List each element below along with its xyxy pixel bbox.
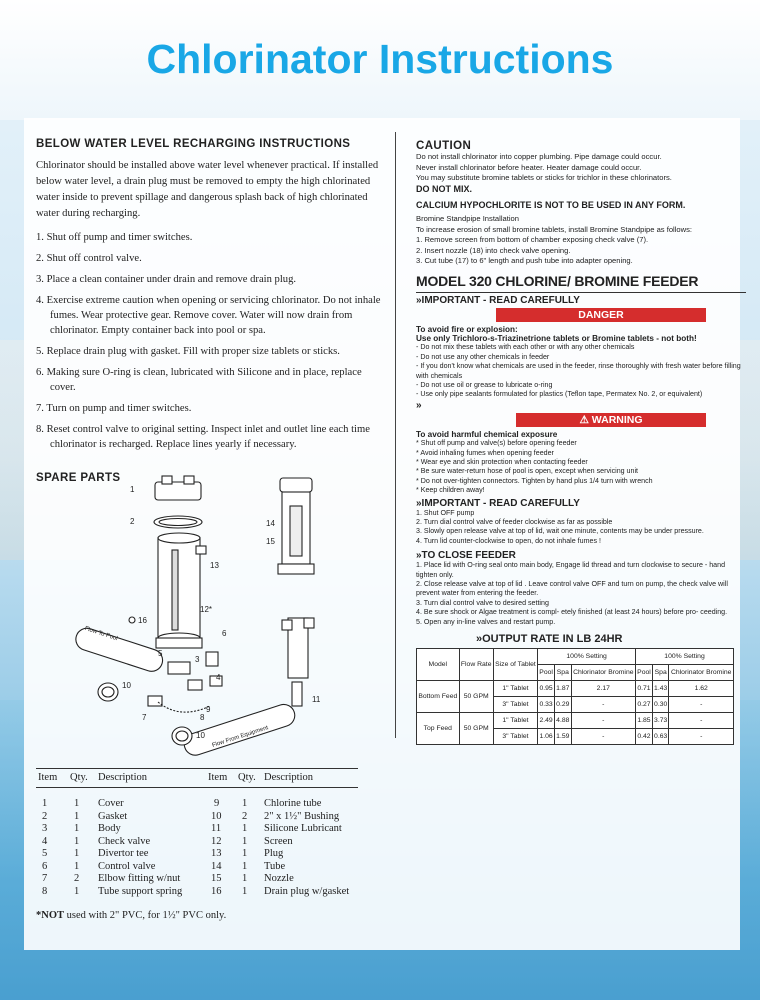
close-feeder-heading: »TO CLOSE FEEDER (416, 550, 516, 562)
no-mix-warning: DO NOT MIX. (416, 183, 472, 194)
table-row: 7 2 Elbow fitting w/nut 15 1 Nozzle (42, 873, 294, 884)
label-5: 5 (158, 649, 163, 658)
fire-heading: To avoid fire or explosion: (416, 324, 518, 334)
exploded-parts-diagram (60, 470, 390, 770)
standpipe-intro: To increase erosion of small bromine tablets, install Bromine Standpipe as follows: (416, 224, 693, 234)
harmful-heading: To avoid harmful chemical exposure (416, 429, 558, 439)
control-valve-part (206, 652, 218, 666)
body-top (158, 533, 200, 543)
label-15: 15 (266, 537, 275, 546)
harmful-line: * Do not over-tighten connectors. Tighten by hand plus 1/4 turn with wrench (416, 476, 653, 485)
col-description: Description (264, 772, 313, 783)
caution-line: Do not install chlorinator into copper plumbing. Pipe damage could occur. (416, 152, 662, 161)
danger-banner: DANGER (496, 308, 706, 322)
close-step: 5. Open any in-line valves and restart pump. (416, 617, 556, 626)
ot-header-pool: Pool (636, 665, 653, 681)
body-base (156, 638, 202, 648)
harmful-line: * Wear eye and skin protection when contacting feeder (416, 457, 588, 466)
caution-heading: CAUTION (416, 140, 472, 152)
label-10b: 10 (196, 731, 205, 740)
step-item: 8. Reset control valve to original setting. Inspect inlet and outlet line each time chlorinator is recharged. Replace lines yearly if necessary. (36, 424, 370, 450)
label-9: 9 (206, 705, 211, 714)
plug-part (196, 546, 206, 554)
warning-banner: ⚠ WARNING (516, 413, 706, 427)
label-4: 4 (216, 673, 221, 682)
label-3: 3 (195, 655, 200, 664)
step-item: 4. Exercise extreme caution when opening or servicing chlorinator. Do not inhale fumes. Wear protective gear. Remove cover. Water will now drain from chlorinator. Empty container back into pool or spa. (36, 295, 381, 336)
table-row: 3 1 Body 11 1 Silicone Lubricant (42, 823, 342, 834)
model-rule (416, 292, 746, 293)
ot-header-chlor: Chlorinator Bromine (571, 665, 636, 681)
ot-header-flow: Flow Rate (459, 649, 493, 681)
body-sight (172, 550, 178, 630)
col-description: Description (98, 772, 147, 783)
caution-line: You may substitute bromine tablets or sticks for trichlor in these chlorinators. (416, 173, 672, 182)
col-item: Item (38, 772, 58, 783)
silicone-lubricant-tube (292, 682, 302, 706)
cover-tab (162, 476, 172, 484)
calcium-warning: CALCIUM HYPOCHLORITE IS NOT TO BE USED IN ANY FORM. (416, 200, 686, 210)
table-row: 4 1 Check valve 12 1 Screen (42, 835, 293, 847)
table-row: 1 1 Cover 9 1 Chlorine tube (42, 798, 322, 809)
harmful-line: * Keep children away! (416, 486, 485, 495)
elbow-fitting-part (148, 696, 162, 706)
parts-table-header (36, 768, 358, 788)
col-qty: Qty. (70, 772, 88, 783)
pipe-label-pool: Flow To Pool (83, 625, 119, 643)
fire-line: - Do not use any other chemicals in feeder (416, 352, 550, 361)
tube-support-spring (158, 702, 210, 712)
parts-table (36, 768, 358, 898)
spare-parts-heading: SPARE PARTS (36, 472, 121, 484)
caution-line: Never install chlorinator before heater. Heater damage could occur. (416, 162, 642, 172)
open-step: 3. Slowly open release valve at top of lid, wait one minute, contents may be under pressure. (416, 527, 704, 536)
fire-subheading: Use only Trichloro-s-Triazinetrione tablets or Bromine tablets - not both! (416, 333, 697, 343)
standpipe-step: 2. Insert nozzle (18) into check valve opening. (416, 245, 571, 255)
open-step: 2. Turn dial control valve of feeder clockwise as far as possible (416, 518, 613, 526)
ot-header-pool: Pool (538, 665, 555, 681)
close-step: 1. Place lid with O-ring seal onto main body, Engage lid thread and turn clockwise to secure - hand tighten only. (416, 561, 726, 579)
step-item: 7. Turn on pump and timer switches. (36, 403, 192, 414)
arrows-marker: » (416, 399, 422, 411)
model-title: MODEL 320 CHLORINE/ BROMINE FEEDER (416, 272, 699, 289)
table-row: 6 1 Control valve 14 1 Tube (42, 860, 286, 872)
right-column (416, 140, 746, 745)
table-row: Top Feed 50 GPM 1" Tablet 2.49 4.88 - 1.85 3.73 - (417, 713, 734, 729)
important-heading-2: »IMPORTANT - READ CAREFULLY (416, 497, 580, 509)
standpipe-title: Bromine Standpipe Installation (416, 214, 520, 223)
recharging-heading: BELOW WATER LEVEL RECHARGING INSTRUCTIONS (36, 138, 351, 150)
step-item: 2. Shut off control valve. (36, 253, 142, 264)
col-item: Item (208, 772, 228, 783)
ot-header-chlor: Chlorinator Bromine (669, 665, 734, 681)
label-12: 12* (200, 605, 213, 614)
fire-line: - Do not use oil or grease to lubricate o-ring (416, 380, 553, 389)
harmful-line: * Avoid inhaling fumes when opening feeder (416, 448, 554, 457)
step-item: 5. Replace drain plug with gasket. Fill with proper size tablets or sticks. (36, 346, 340, 357)
gasket-inner (159, 519, 197, 526)
step-item: 6. Making sure O-ring is clean, lubricated with Silicone and in place, replace cover. (36, 367, 362, 393)
output-rate-table (416, 648, 734, 745)
label-14: 14 (266, 519, 275, 528)
pipe-to-pool (73, 625, 165, 674)
col-qty: Qty. (238, 772, 256, 783)
fire-line: - Do not mix these tablets with each other or with any other chemicals (416, 343, 635, 352)
cover-part (155, 482, 201, 500)
label-8: 8 (200, 713, 205, 722)
column-divider (395, 132, 396, 738)
table-row: 8 1 Tube support spring 16 1 Drain plug w/gasket (42, 885, 350, 897)
recharging-steps (36, 230, 381, 452)
label-16: 16 (138, 616, 147, 625)
label-10: 10 (122, 681, 131, 690)
label-1: 1 (130, 485, 135, 494)
recharging-intro: Chlorinator should be installed above water level whenever practical. If installed below water level, a drain plug must be removed to empty the high chlorinated water inside to prevent spillage and dangerous splash back of high chlorinated water during recharging. (36, 160, 379, 219)
standpipe-step: 3. Cut tube (17) to 6" length and push tube into adapter opening. (416, 256, 633, 265)
parts-footnote: *NOT used with 2" PVC, for 1½" PVC only. (36, 910, 227, 921)
ot-header-spa: Spa (555, 665, 572, 681)
cover-tab (184, 476, 194, 484)
fire-line: - If you don't know what chemicals are used in the feeder, rinse thoroughly with fresh water before filling with chemicals (416, 362, 741, 380)
important-heading: »IMPORTANT - READ CAREFULLY (416, 294, 580, 306)
label-11: 11 (312, 695, 321, 704)
drain-plug-part (129, 617, 135, 623)
step-item: 1. Shut off pump and timer switches. (36, 232, 193, 243)
ot-header-size: Size of Tablet (493, 649, 537, 681)
pipe-label-equipment: Flow From Equipment (211, 725, 270, 749)
output-rate-heading: »OUTPUT RATE IN LB 24HR (476, 633, 623, 646)
ot-header-setting-a: 100% Setting (538, 649, 636, 665)
standpipe-cap (280, 478, 312, 492)
close-step: 4. Be sure shock or Algae treatment is compl- etely finished (at least 24 hours) before pro- ceeding. (416, 608, 728, 617)
label-6: 6 (222, 629, 227, 638)
table-row: Bottom Feed 50 GPM 1" Tablet 0.95 1.87 2.17 0.71 1.43 1.62 (417, 681, 734, 697)
open-step: 1. Shut OFF pump (416, 508, 475, 517)
open-step: 4. Turn lid counter-clockwise to open, do not inhale fumes ! (416, 536, 601, 545)
harmful-line: * Be sure water-return hose of pool is open, except when servicing unit (416, 467, 638, 476)
label-13: 13 (210, 561, 219, 570)
table-row: 2 1 Gasket 10 2 2" x 1½" Bushing (42, 810, 340, 822)
standpipe-tube (290, 506, 302, 556)
check-valve-part (188, 680, 202, 690)
fire-line: - Use only pipe sealants formulated for plastics (Teflon tape, Permatex No. 2, or equivalent) (416, 390, 703, 399)
divertor-tee-part (168, 662, 190, 674)
table-row: 3" Tablet 0.33 0.29 - 0.27 0.30 - (417, 697, 734, 713)
standpipe-step: 1. Remove screen from bottom of chamber exposing check valve (7). (416, 235, 649, 244)
table-row: 5 1 Divertor tee 13 1 Plug (42, 848, 284, 859)
step-item: 3. Place a clean container under drain and remove drain plug. (36, 274, 297, 285)
standpipe-base (278, 564, 314, 574)
body-part (158, 538, 200, 638)
label-2: 2 (130, 517, 135, 526)
left-column (36, 138, 381, 458)
close-step: 3. Turn dial control valve to desired setting (416, 598, 549, 607)
table-row: 3" Tablet 1.06 1.59 - 0.42 0.63 - (417, 729, 734, 745)
ot-header-setting-b: 100% Setting (636, 649, 734, 665)
ot-header-model: Model (417, 649, 460, 681)
harmful-line: * Shut off pump and valve(s) before opening feeder (416, 439, 577, 448)
page-title: Chlorinator Instructions (146, 36, 614, 82)
ot-header-spa: Spa (652, 665, 669, 681)
close-step: 2. Close release valve at top of lid . Leave control valve OFF and turn on pump, the check valve will prevent water from entering the feeder. (416, 580, 728, 598)
label-7: 7 (142, 713, 147, 722)
